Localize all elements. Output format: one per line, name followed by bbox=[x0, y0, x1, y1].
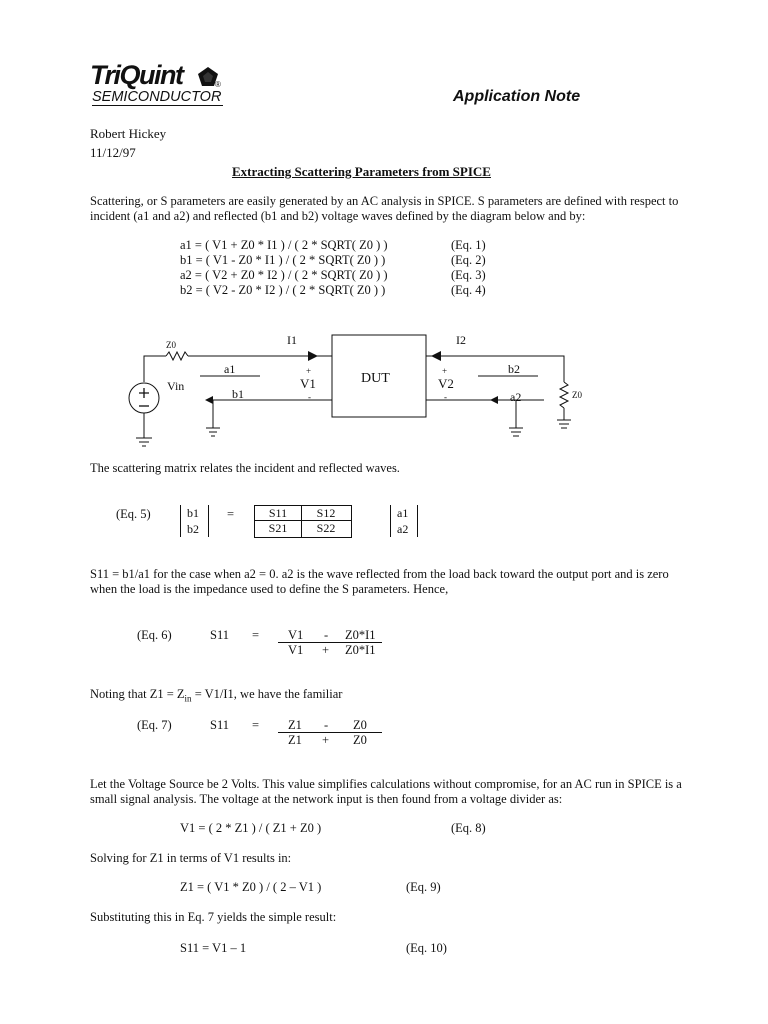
eq6-label: (Eq. 6) bbox=[137, 628, 172, 642]
solving-text: Solving for Z1 in terms of V1 results in: bbox=[90, 851, 292, 865]
v2-minus: - bbox=[444, 392, 447, 402]
i1-arrow-icon bbox=[308, 351, 318, 361]
v1-minus: - bbox=[308, 392, 311, 402]
eq6-equals: = bbox=[252, 628, 260, 642]
resistor-right-icon bbox=[560, 382, 568, 408]
lhs-bar-left bbox=[180, 505, 181, 537]
eq6-den-b: Z0*I1 bbox=[345, 643, 376, 657]
intro-paragraph: Scattering, or S parameters are easily generated by an AC analysis in SPICE. S parameters are defined with respect to incident (a1 and a2) and reflected (b1 and b2) voltage waves defined by the diagram below and by: bbox=[90, 194, 679, 223]
a2-label: a2 bbox=[510, 390, 522, 404]
equation-1: a1 = ( V1 + Z0 * I1 ) / ( 2 * SQRT( Z0 ) ) bbox=[180, 238, 388, 252]
noting-suffix: = V1/I1, we have the familiar bbox=[191, 687, 343, 701]
equation-8: V1 = ( 2 * Z1 ) / ( Z1 + Z0 ) bbox=[180, 821, 322, 835]
equation-10: S11 = V1 – 1 bbox=[180, 941, 247, 955]
eq10-label: (Eq. 10) bbox=[406, 941, 447, 955]
lhs-b2: b2 bbox=[187, 522, 199, 536]
ground-left-icon bbox=[136, 438, 152, 446]
eq6-den-op: + bbox=[322, 643, 330, 657]
circuit-diagram bbox=[0, 0, 768, 460]
ground-right-icon bbox=[557, 420, 571, 428]
z0-right-label: Z0 bbox=[572, 390, 582, 400]
v2-label: V2 bbox=[438, 376, 454, 391]
noting-sub: in bbox=[184, 693, 192, 704]
equation-2-label: (Eq. 2) bbox=[451, 253, 486, 267]
eq6-num-a: V1 bbox=[288, 628, 304, 642]
document-type: Application Note bbox=[453, 88, 581, 105]
voltage-paragraph: Let the Voltage Source be 2 Volts. This value simplifies calculations without compromise, for an AC run in SPICE is a small signal analysis. The voltage at the network input is then found from a voltage divider as: bbox=[90, 777, 682, 806]
eq5-label: (Eq. 5) bbox=[116, 507, 151, 521]
dut-label: DUT bbox=[361, 371, 390, 386]
eq9-label: (Eq. 9) bbox=[406, 880, 441, 894]
resistor-left-icon bbox=[166, 352, 188, 360]
rhs-bar-right bbox=[417, 505, 418, 537]
eq7-num-op: - bbox=[324, 718, 329, 732]
eq8-label: (Eq. 8) bbox=[451, 821, 486, 835]
eq7-label: (Eq. 7) bbox=[137, 718, 172, 732]
eq7-lhs: S11 bbox=[210, 718, 229, 732]
eq6-num-b: Z0*I1 bbox=[345, 628, 376, 642]
v1-plus: + bbox=[306, 366, 312, 376]
equation-4-label: (Eq. 4) bbox=[451, 283, 486, 297]
equation-4: b2 = ( V2 - Z0 * I2 ) / ( 2 * SQRT( Z0 ) ) bbox=[180, 283, 386, 297]
vin-label: Vin bbox=[167, 379, 185, 393]
equation-9: Z1 = ( V1 * Z0 ) / ( 2 – V1 ) bbox=[180, 880, 322, 894]
v1-label: V1 bbox=[300, 376, 316, 391]
s11-paragraph: S11 = b1/a1 for the case when a2 = 0. a2 is the wave reflected from the load back toward the output port and is zero when the load is the impedance used to define the S parameters. Hence, bbox=[90, 567, 669, 596]
ground-mid-left-icon bbox=[206, 428, 220, 436]
b1-label: b1 bbox=[232, 387, 244, 401]
equation-3: a2 = ( V2 + Z0 * I2 ) / ( 2 * SQRT( Z0 ) ) bbox=[180, 268, 388, 282]
lhs-b1: b1 bbox=[187, 506, 199, 520]
v2-plus: + bbox=[442, 366, 448, 376]
eq6-lhs: S11 bbox=[210, 628, 229, 642]
s11-cell: S11 bbox=[268, 506, 288, 520]
b2-label: b2 bbox=[508, 362, 520, 376]
s22-cell: S22 bbox=[316, 521, 336, 535]
eq6-den-a: V1 bbox=[288, 643, 304, 657]
noting-prefix: Noting that Z1 = Z bbox=[90, 687, 185, 701]
noting-text bbox=[90, 687, 342, 704]
s12-cell: S12 bbox=[316, 506, 336, 520]
z0-left-label: Z0 bbox=[166, 340, 176, 350]
eq7-equals: = bbox=[252, 718, 260, 732]
lhs-bar-right bbox=[208, 505, 209, 537]
eq7-den-op: + bbox=[322, 733, 330, 747]
eq7-num-b: Z0 bbox=[353, 718, 367, 732]
logo-text: TriQuint bbox=[90, 60, 183, 90]
rhs-a2: a2 bbox=[397, 522, 409, 536]
eq7-num-a: Z1 bbox=[288, 718, 302, 732]
logo-registered-mark: ® bbox=[215, 80, 221, 89]
equation-2: b1 = ( V1 - Z0 * I1 ) / ( 2 * SQRT( Z0 ) ) bbox=[180, 253, 386, 267]
equation-1-label: (Eq. 1) bbox=[451, 238, 486, 252]
ground-mid-right-icon bbox=[509, 428, 523, 436]
i2-label: I2 bbox=[456, 333, 466, 347]
equation-3-label: (Eq. 3) bbox=[451, 268, 486, 282]
author-date: 11/12/97 bbox=[90, 145, 136, 160]
b1-arrow-icon bbox=[205, 396, 213, 404]
eq6-num-op: - bbox=[324, 628, 329, 642]
i1-label: I1 bbox=[287, 333, 297, 347]
logo-subtitle: SEMICONDUCTOR bbox=[92, 89, 222, 105]
eq7-den-a: Z1 bbox=[288, 733, 302, 747]
author-name: Robert Hickey bbox=[90, 126, 167, 141]
matrix-equals: = bbox=[227, 507, 235, 521]
rhs-a1: a1 bbox=[397, 506, 409, 520]
page-title: Extracting Scattering Parameters from SPICE bbox=[232, 164, 491, 179]
a1-label: a1 bbox=[224, 362, 236, 376]
eq7-den-b: Z0 bbox=[353, 733, 367, 747]
s21-cell: S21 bbox=[268, 521, 288, 535]
a2-arrow-icon bbox=[490, 396, 498, 404]
rhs-bar-left bbox=[390, 505, 391, 537]
substituting-text: Substituting this in Eq. 7 yields the simple result: bbox=[90, 910, 337, 924]
i2-arrow-icon bbox=[431, 351, 441, 361]
scattering-text: The scattering matrix relates the incident and reflected waves. bbox=[90, 461, 400, 475]
